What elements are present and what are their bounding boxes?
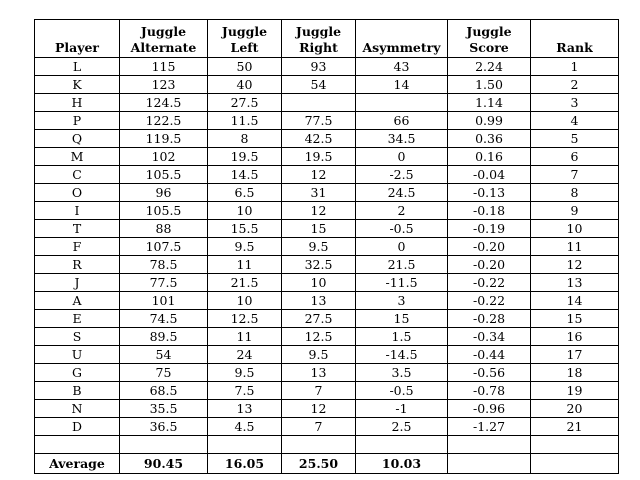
cell-juggle-alternate: 107.5 [120,238,208,256]
cell-juggle-alternate: 115 [120,58,208,76]
header-rank-line2: Rank [556,40,593,55]
cell-rank: 9 [531,202,619,220]
average-row [35,454,619,474]
cell-juggle-left: 11 [208,328,282,346]
cell-rank: 7 [531,166,619,184]
header-rank [531,20,619,58]
cell-juggle-right: 93 [282,58,356,76]
cell-juggle-left: 24 [208,346,282,364]
cell-juggle-right: 32.5 [282,256,356,274]
cell-player: N [35,400,120,418]
cell-asymmetry: 43 [356,58,448,76]
cell-asymmetry: 21.5 [356,256,448,274]
table-row [35,220,619,238]
cell-juggle-left: 4.5 [208,418,282,436]
header-juggle-left [208,20,282,58]
cell-player: F [35,238,120,256]
cell-rank: 13 [531,274,619,292]
cell-rank: 4 [531,112,619,130]
cell-juggle-right [282,94,356,112]
cell-juggle-alternate: 102 [120,148,208,166]
header-juggle-alternate-line1: Juggle [140,24,187,39]
cell-juggle-alternate: 123 [120,76,208,94]
cell-juggle-right: 10 [282,274,356,292]
cell-juggle-left: 9.5 [208,364,282,382]
cell-player: D [35,418,120,436]
cell-rank: 11 [531,238,619,256]
header-asymmetry [356,20,448,58]
cell-juggle-alternate: 88 [120,220,208,238]
cell-rank: 15 [531,310,619,328]
cell-player: Q [35,130,120,148]
average-juggle-right: 25.50 [282,454,356,474]
cell-juggle-alternate: 89.5 [120,328,208,346]
cell-asymmetry: 66 [356,112,448,130]
table-row [35,346,619,364]
cell-juggle-left: 21.5 [208,274,282,292]
table-row [35,274,619,292]
cell-juggle-score: -1.27 [448,418,531,436]
juggle-results-table [34,19,619,474]
cell-player [35,436,120,454]
cell-player: T [35,220,120,238]
cell-juggle-alternate [120,436,208,454]
table-row [35,328,619,346]
cell-player: R [35,256,120,274]
header-juggle-score-line1: Juggle [466,24,512,39]
average-rank [531,454,619,474]
cell-juggle-score: -0.13 [448,184,531,202]
table-row [35,400,619,418]
cell-juggle-left: 8 [208,130,282,148]
cell-juggle-left: 7.5 [208,382,282,400]
cell-juggle-right: 27.5 [282,310,356,328]
cell-player: J [35,274,120,292]
cell-juggle-alternate: 77.5 [120,274,208,292]
average-asymmetry: 10.03 [356,454,448,474]
header-juggle-right [282,20,356,58]
cell-player: A [35,292,120,310]
cell-juggle-left: 6.5 [208,184,282,202]
cell-juggle-score: -0.96 [448,400,531,418]
header-juggle-alternate [120,20,208,58]
cell-rank: 8 [531,184,619,202]
table-row [35,184,619,202]
header-juggle-score-line2: Score [469,40,509,55]
cell-juggle-left: 14.5 [208,166,282,184]
cell-asymmetry: 1.5 [356,328,448,346]
table-row [35,310,619,328]
cell-asymmetry: 3 [356,292,448,310]
cell-juggle-score: 0.99 [448,112,531,130]
cell-juggle-alternate: 96 [120,184,208,202]
cell-asymmetry: 15 [356,310,448,328]
cell-asymmetry [356,94,448,112]
cell-juggle-score: -0.78 [448,382,531,400]
cell-asymmetry: -0.5 [356,382,448,400]
cell-player: C [35,166,120,184]
cell-juggle-alternate: 75 [120,364,208,382]
cell-juggle-left: 40 [208,76,282,94]
cell-player: S [35,328,120,346]
cell-rank: 5 [531,130,619,148]
cell-juggle-left: 9.5 [208,238,282,256]
cell-rank: 6 [531,148,619,166]
cell-asymmetry: 3.5 [356,364,448,382]
cell-juggle-score: 1.14 [448,94,531,112]
cell-juggle-alternate: 101 [120,292,208,310]
cell-rank: 19 [531,382,619,400]
table-row [35,148,619,166]
table-row [35,418,619,436]
header-juggle-left-line2: Left [230,40,259,55]
cell-juggle-right: 9.5 [282,346,356,364]
cell-asymmetry: -11.5 [356,274,448,292]
cell-juggle-score: -0.19 [448,220,531,238]
cell-rank: 12 [531,256,619,274]
cell-juggle-score: -0.04 [448,166,531,184]
cell-juggle-score: 0.36 [448,130,531,148]
cell-juggle-left: 15.5 [208,220,282,238]
average-juggle-score [448,454,531,474]
cell-juggle-left [208,436,282,454]
table-row [35,76,619,94]
header-juggle-alternate-line2: Alternate [130,40,197,55]
cell-asymmetry: -14.5 [356,346,448,364]
cell-player: H [35,94,120,112]
cell-juggle-right: 13 [282,292,356,310]
cell-juggle-alternate: 68.5 [120,382,208,400]
cell-juggle-left: 27.5 [208,94,282,112]
table-row [35,382,619,400]
header-row [35,20,619,58]
cell-juggle-alternate: 78.5 [120,256,208,274]
table-row [35,202,619,220]
average-juggle-left: 16.05 [208,454,282,474]
cell-asymmetry: 0 [356,148,448,166]
cell-asymmetry [356,436,448,454]
table-row [35,130,619,148]
table-container [34,19,619,474]
cell-asymmetry: -0.5 [356,220,448,238]
cell-juggle-alternate: 105.5 [120,166,208,184]
cell-rank: 16 [531,328,619,346]
cell-juggle-alternate: 36.5 [120,418,208,436]
cell-juggle-right: 54 [282,76,356,94]
cell-juggle-alternate: 122.5 [120,112,208,130]
cell-juggle-right: 42.5 [282,130,356,148]
cell-juggle-right: 31 [282,184,356,202]
table-row [35,436,619,454]
cell-juggle-score: 2.24 [448,58,531,76]
cell-player: L [35,58,120,76]
cell-juggle-score: 1.50 [448,76,531,94]
cell-juggle-right [282,436,356,454]
cell-juggle-alternate: 105.5 [120,202,208,220]
cell-rank: 20 [531,400,619,418]
table-row [35,364,619,382]
average-player: Average [35,454,120,474]
cell-juggle-alternate: 119.5 [120,130,208,148]
cell-rank: 10 [531,220,619,238]
cell-asymmetry: -2.5 [356,166,448,184]
cell-rank: 17 [531,346,619,364]
cell-player: K [35,76,120,94]
cell-juggle-score [448,436,531,454]
cell-rank: 1 [531,58,619,76]
table-row [35,256,619,274]
header-juggle-left-line1: Juggle [221,24,268,39]
table-row [35,292,619,310]
cell-asymmetry: 2.5 [356,418,448,436]
cell-juggle-score: -0.20 [448,256,531,274]
cell-juggle-alternate: 35.5 [120,400,208,418]
cell-rank: 14 [531,292,619,310]
cell-asymmetry: 2 [356,202,448,220]
cell-juggle-left: 13 [208,400,282,418]
cell-juggle-alternate: 54 [120,346,208,364]
cell-juggle-left: 11.5 [208,112,282,130]
cell-juggle-left: 12.5 [208,310,282,328]
cell-player: E [35,310,120,328]
cell-juggle-right: 9.5 [282,238,356,256]
table-row [35,58,619,76]
cell-juggle-score: -0.18 [448,202,531,220]
header-player-line2: Player [54,40,100,55]
cell-asymmetry: 0 [356,238,448,256]
cell-juggle-score: -0.56 [448,364,531,382]
cell-juggle-score: 0.16 [448,148,531,166]
header-player [35,20,120,58]
table-row [35,166,619,184]
cell-player: P [35,112,120,130]
average-juggle-alternate: 90.45 [120,454,208,474]
table-row [35,94,619,112]
cell-rank: 3 [531,94,619,112]
cell-juggle-right: 19.5 [282,148,356,166]
header-asymmetry-line2: Asymmetry [362,40,441,55]
cell-juggle-right: 12 [282,400,356,418]
cell-player: B [35,382,120,400]
header-juggle-score [448,20,531,58]
header-juggle-right-line1: Juggle [295,24,342,39]
cell-juggle-right: 13 [282,364,356,382]
cell-juggle-score: -0.44 [448,346,531,364]
cell-juggle-right: 12.5 [282,328,356,346]
cell-juggle-alternate: 74.5 [120,310,208,328]
cell-juggle-score: -0.22 [448,292,531,310]
cell-asymmetry: 34.5 [356,130,448,148]
cell-rank: 2 [531,76,619,94]
cell-juggle-left: 10 [208,292,282,310]
cell-asymmetry: 14 [356,76,448,94]
cell-juggle-left: 50 [208,58,282,76]
table-row [35,112,619,130]
cell-juggle-alternate: 124.5 [120,94,208,112]
cell-juggle-right: 7 [282,418,356,436]
table-body [35,58,619,474]
cell-asymmetry: -1 [356,400,448,418]
cell-player: U [35,346,120,364]
cell-player: O [35,184,120,202]
cell-juggle-score: -0.34 [448,328,531,346]
cell-rank: 21 [531,418,619,436]
cell-juggle-left: 11 [208,256,282,274]
header-juggle-right-line2: Right [299,40,338,55]
cell-player: G [35,364,120,382]
cell-juggle-right: 12 [282,166,356,184]
cell-juggle-right: 15 [282,220,356,238]
cell-juggle-right: 12 [282,202,356,220]
cell-rank: 18 [531,364,619,382]
cell-player: I [35,202,120,220]
cell-asymmetry: 24.5 [356,184,448,202]
cell-rank [531,436,619,454]
cell-juggle-score: -0.20 [448,238,531,256]
cell-juggle-right: 7 [282,382,356,400]
cell-juggle-left: 19.5 [208,148,282,166]
cell-juggle-right: 77.5 [282,112,356,130]
cell-player: M [35,148,120,166]
cell-juggle-left: 10 [208,202,282,220]
cell-juggle-score: -0.22 [448,274,531,292]
cell-juggle-score: -0.28 [448,310,531,328]
table-row [35,238,619,256]
